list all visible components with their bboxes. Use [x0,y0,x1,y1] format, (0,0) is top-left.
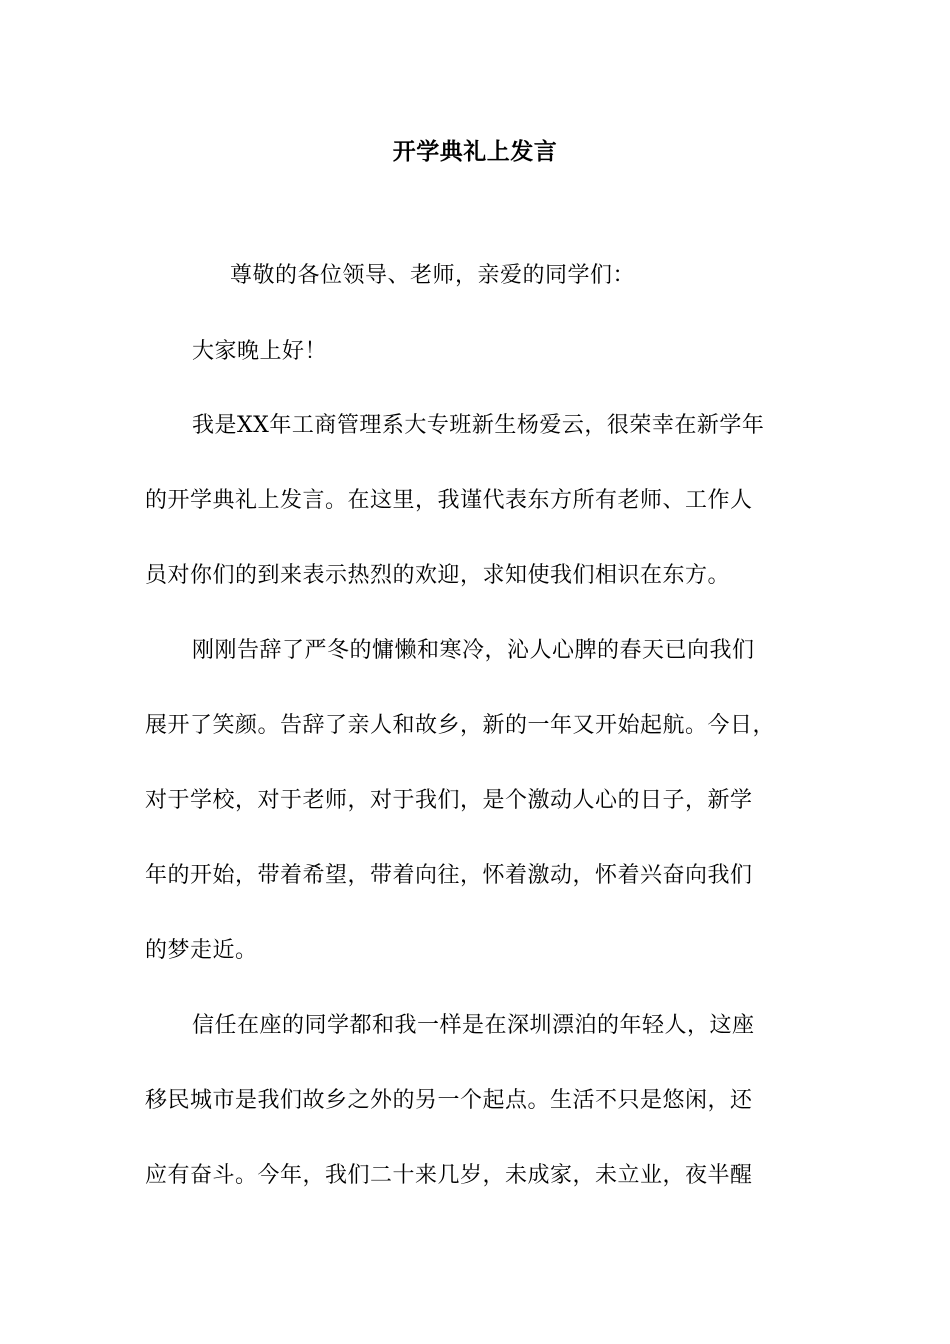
paragraph-line: 年的开始，带着希望，带着向往，怀着激动，怀着兴奋向我们 [145,863,753,888]
paragraph-line: 移民城市是我们故乡之外的另一个起点。生活不只是悠闲，还 [145,1088,753,1113]
paragraph-line: 应有奋斗。今年，我们二十来几岁，未成家，未立业，夜半醒 [145,1163,753,1188]
paragraph-line: 对于学校，对于老师，对于我们，是个激动人心的日子，新学 [145,788,753,813]
paragraph-line: 我是XX年工商管理系大专班新生杨爱云，很荣幸在新学年 [192,413,765,438]
salutation-line: 尊敬的各位领导、老师，亲爱的同学们： [230,263,636,288]
paragraph-line: 信任在座的同学都和我一样是在深圳漂泊的年轻人，这座 [192,1013,755,1038]
greeting-line: 大家晚上好！ [192,339,328,364]
paragraph-line: 的梦走近。 [145,938,258,963]
paragraph-line: 刚刚告辞了严冬的慵懒和寒冷，沁人心脾的春天已向我们 [192,638,755,663]
paragraph-line: 员对你们的到来表示热烈的欢迎，求知使我们相识在东方。 [145,563,731,588]
paragraph-line: 的开学典礼上发言。在这里，我谨代表东方所有老师、工作人 [145,488,753,513]
document-title: 开学典礼上发言 [392,138,558,165]
paragraph-line: 展开了笑颜。告辞了亲人和故乡，新的一年又开始起航。今日， [145,713,776,738]
